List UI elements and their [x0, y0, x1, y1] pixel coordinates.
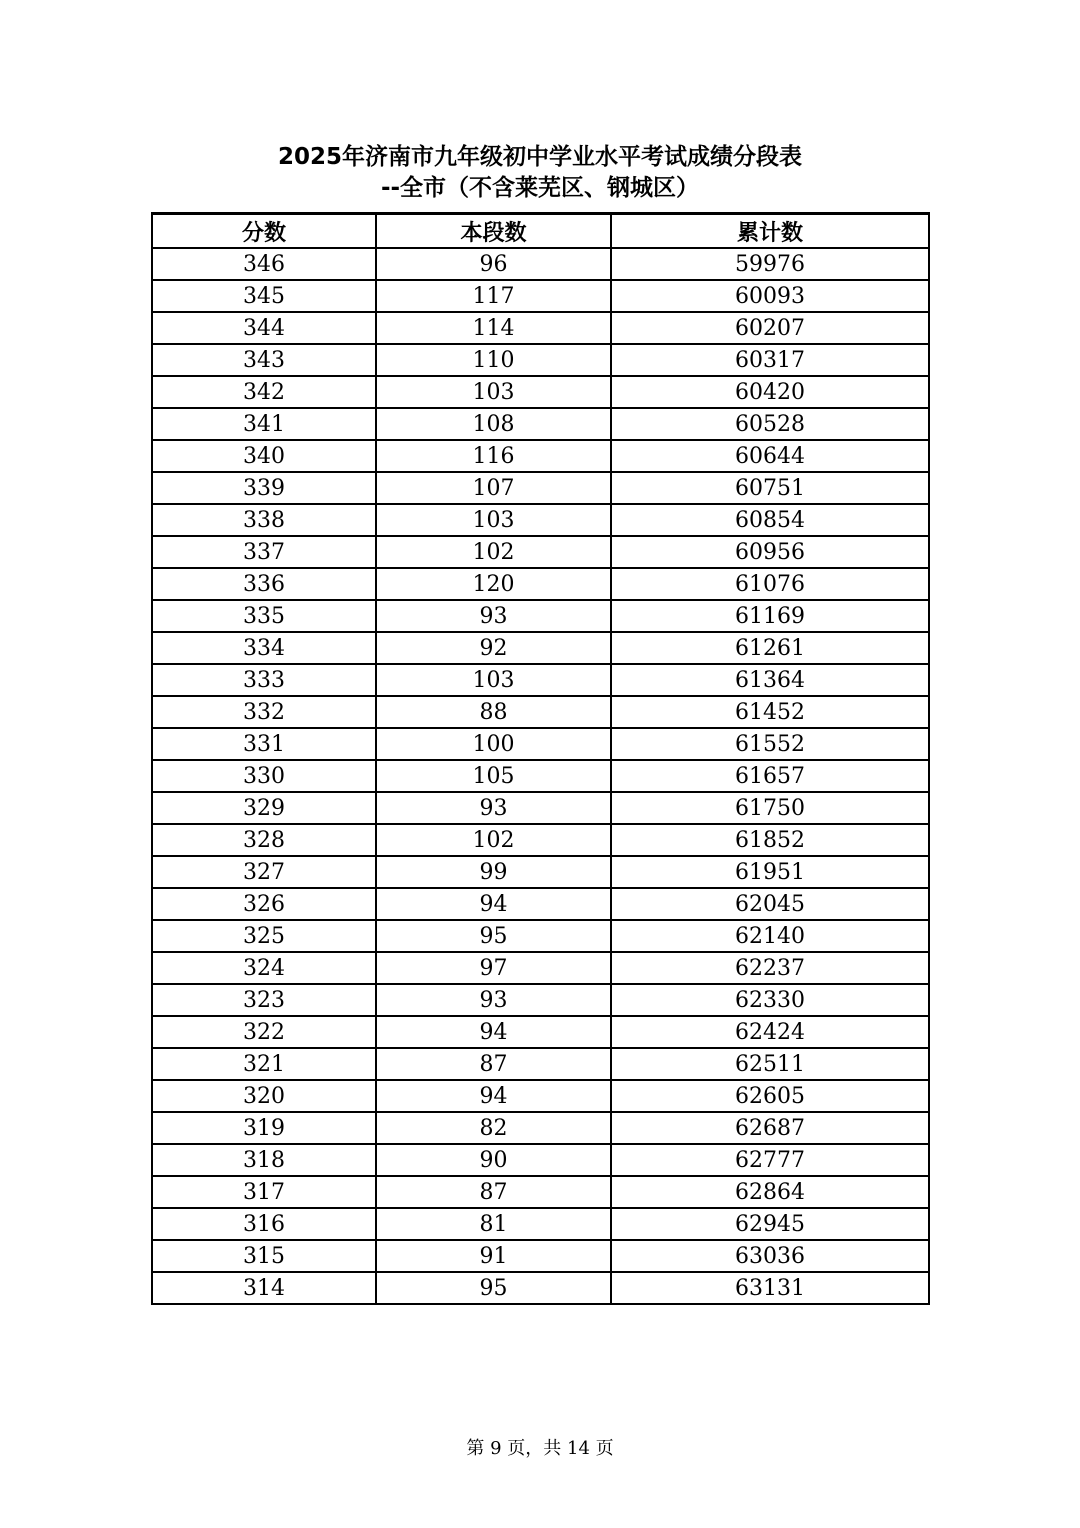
cell-cumulative-count: 63131: [611, 1272, 929, 1304]
cell-cumulative-count: 61261: [611, 632, 929, 664]
table-row: [152, 248, 929, 280]
column-header-score: 分数: [152, 214, 376, 249]
table-row: [152, 856, 929, 888]
cell-segment-count: 91: [376, 1240, 611, 1272]
cell-cumulative-count: 62864: [611, 1176, 929, 1208]
document-subtitle: --全市（不含莱芜区、钢城区）: [380, 175, 700, 201]
table-row: [152, 1272, 929, 1304]
table-row: [152, 440, 929, 472]
cell-segment-count: 102: [376, 824, 611, 856]
cell-segment-count: 95: [376, 920, 611, 952]
cell-segment-count: 87: [376, 1176, 611, 1208]
cell-cumulative-count: 62945: [611, 1208, 929, 1240]
cell-cumulative-count: 62140: [611, 920, 929, 952]
cell-score: 337: [152, 536, 376, 568]
table-row: [152, 376, 929, 408]
cell-score: 342: [152, 376, 376, 408]
cell-segment-count: 87: [376, 1048, 611, 1080]
table-row: [152, 408, 929, 440]
cell-score: 341: [152, 408, 376, 440]
cell-score: 320: [152, 1080, 376, 1112]
cell-segment-count: 94: [376, 1016, 611, 1048]
cell-segment-count: 108: [376, 408, 611, 440]
cell-segment-count: 116: [376, 440, 611, 472]
cell-segment-count: 94: [376, 888, 611, 920]
cell-segment-count: 102: [376, 536, 611, 568]
cell-segment-count: 88: [376, 696, 611, 728]
cell-segment-count: 92: [376, 632, 611, 664]
cell-score: 327: [152, 856, 376, 888]
cell-cumulative-count: 62330: [611, 984, 929, 1016]
cell-score: 335: [152, 600, 376, 632]
cell-cumulative-count: 63036: [611, 1240, 929, 1272]
cell-score: 332: [152, 696, 376, 728]
table-row: [152, 920, 929, 952]
page-number: 第 9 页，共 14 页: [466, 1438, 614, 1459]
cell-score: 326: [152, 888, 376, 920]
cell-score: 323: [152, 984, 376, 1016]
cell-score: 338: [152, 504, 376, 536]
cell-score: 340: [152, 440, 376, 472]
table-row: [152, 632, 929, 664]
cell-score: 334: [152, 632, 376, 664]
cell-segment-count: 103: [376, 504, 611, 536]
document-title: 2025年济南市九年级初中学业水平考试成绩分段表: [277, 144, 802, 170]
table-row: [152, 824, 929, 856]
cell-segment-count: 120: [376, 568, 611, 600]
table-row: [152, 952, 929, 984]
cell-segment-count: 107: [376, 472, 611, 504]
table-row: [152, 728, 929, 760]
table-row: [152, 984, 929, 1016]
column-header-cumulative-count: 累计数: [611, 214, 929, 249]
cell-score: 331: [152, 728, 376, 760]
cell-cumulative-count: 60644: [611, 440, 929, 472]
cell-score: 345: [152, 280, 376, 312]
cell-segment-count: 117: [376, 280, 611, 312]
cell-score: 333: [152, 664, 376, 696]
cell-cumulative-count: 61076: [611, 568, 929, 600]
table-row: [152, 664, 929, 696]
cell-cumulative-count: 61452: [611, 696, 929, 728]
cell-cumulative-count: 61750: [611, 792, 929, 824]
cell-cumulative-count: 62777: [611, 1144, 929, 1176]
cell-cumulative-count: 61552: [611, 728, 929, 760]
cell-score: 339: [152, 472, 376, 504]
cell-score: 336: [152, 568, 376, 600]
cell-segment-count: 103: [376, 664, 611, 696]
table-row: [152, 888, 929, 920]
table-body: [152, 248, 929, 1304]
cell-cumulative-count: 61657: [611, 760, 929, 792]
table-row: [152, 504, 929, 536]
cell-score: 316: [152, 1208, 376, 1240]
table-row: [152, 344, 929, 376]
cell-segment-count: 97: [376, 952, 611, 984]
cell-score: 325: [152, 920, 376, 952]
cell-cumulative-count: 62687: [611, 1112, 929, 1144]
cell-cumulative-count: 60093: [611, 280, 929, 312]
cell-segment-count: 93: [376, 600, 611, 632]
cell-score: 330: [152, 760, 376, 792]
cell-score: 329: [152, 792, 376, 824]
cell-cumulative-count: 62424: [611, 1016, 929, 1048]
table-row: [152, 600, 929, 632]
table-row: [152, 568, 929, 600]
cell-score: 314: [152, 1272, 376, 1304]
cell-score: 317: [152, 1176, 376, 1208]
table-row: [152, 792, 929, 824]
cell-segment-count: 93: [376, 984, 611, 1016]
table-row: [152, 1208, 929, 1240]
table-row: [152, 1080, 929, 1112]
cell-cumulative-count: 60528: [611, 408, 929, 440]
cell-segment-count: 82: [376, 1112, 611, 1144]
cell-cumulative-count: 60854: [611, 504, 929, 536]
cell-cumulative-count: 59976: [611, 248, 929, 280]
cell-segment-count: 99: [376, 856, 611, 888]
cell-cumulative-count: 60751: [611, 472, 929, 504]
cell-segment-count: 114: [376, 312, 611, 344]
cell-cumulative-count: 61951: [611, 856, 929, 888]
table-row: [152, 1112, 929, 1144]
cell-segment-count: 96: [376, 248, 611, 280]
cell-score: 322: [152, 1016, 376, 1048]
cell-segment-count: 105: [376, 760, 611, 792]
cell-cumulative-count: 62045: [611, 888, 929, 920]
table-row: [152, 312, 929, 344]
cell-cumulative-count: 62511: [611, 1048, 929, 1080]
cell-segment-count: 100: [376, 728, 611, 760]
table-row: [152, 696, 929, 728]
table-row: [152, 760, 929, 792]
cell-score: 344: [152, 312, 376, 344]
cell-score: 318: [152, 1144, 376, 1176]
table-row: [152, 1016, 929, 1048]
cell-score: 319: [152, 1112, 376, 1144]
cell-cumulative-count: 60420: [611, 376, 929, 408]
table-row: [152, 1240, 929, 1272]
table-row: [152, 280, 929, 312]
table-row: [152, 1144, 929, 1176]
cell-segment-count: 90: [376, 1144, 611, 1176]
table-header-row: [152, 214, 929, 249]
cell-segment-count: 103: [376, 376, 611, 408]
cell-segment-count: 94: [376, 1080, 611, 1112]
table-row: [152, 536, 929, 568]
score-distribution-table: [151, 212, 930, 1305]
cell-score: 315: [152, 1240, 376, 1272]
cell-segment-count: 110: [376, 344, 611, 376]
table-row: [152, 1048, 929, 1080]
cell-cumulative-count: 60956: [611, 536, 929, 568]
table-row: [152, 1176, 929, 1208]
cell-segment-count: 93: [376, 792, 611, 824]
cell-cumulative-count: 61364: [611, 664, 929, 696]
cell-cumulative-count: 62605: [611, 1080, 929, 1112]
cell-score: 346: [152, 248, 376, 280]
cell-score: 343: [152, 344, 376, 376]
cell-cumulative-count: 60207: [611, 312, 929, 344]
cell-cumulative-count: 61169: [611, 600, 929, 632]
cell-cumulative-count: 62237: [611, 952, 929, 984]
cell-score: 324: [152, 952, 376, 984]
cell-segment-count: 81: [376, 1208, 611, 1240]
cell-segment-count: 95: [376, 1272, 611, 1304]
cell-cumulative-count: 60317: [611, 344, 929, 376]
cell-score: 321: [152, 1048, 376, 1080]
cell-cumulative-count: 61852: [611, 824, 929, 856]
column-header-segment-count: 本段数: [376, 214, 611, 249]
cell-score: 328: [152, 824, 376, 856]
table-row: [152, 472, 929, 504]
